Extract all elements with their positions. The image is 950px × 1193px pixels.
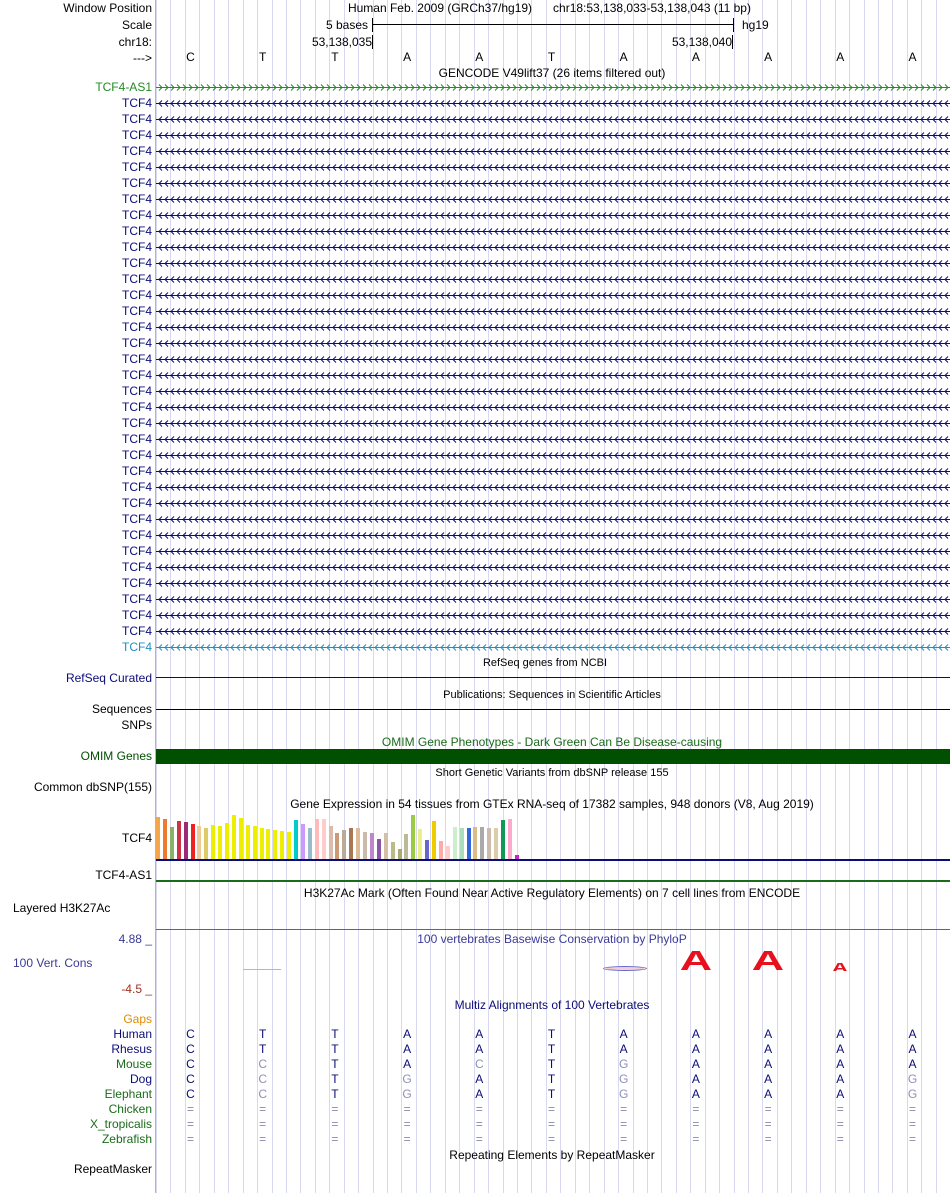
h3k27ac-title: H3K27Ac Mark (Often Found Near Active Regulatory Elements) on 7 cell lines from ENCODE — [303, 886, 801, 900]
gtex-tissue-bar[interactable] — [446, 846, 450, 859]
gencode-gene-label[interactable]: TCF4 — [122, 352, 152, 366]
alignment-base: = — [403, 1117, 411, 1131]
alignment-base: A — [764, 1072, 773, 1086]
gene-row-tcf4[interactable] — [156, 579, 950, 588]
coord-left: 53,138,035 — [311, 35, 372, 49]
position-text: chr18:53,138,033-53,138,043 (11 bp) — [553, 1, 751, 15]
species-label[interactable]: Mouse — [115, 1057, 152, 1071]
alignment-base: = — [331, 1132, 339, 1146]
omim-label[interactable]: OMIM Genes — [80, 749, 152, 763]
gene-row-tcf4[interactable] — [156, 179, 950, 188]
alignment-base: = — [620, 1132, 628, 1146]
scale-text: 5 bases — [325, 18, 368, 32]
gencode-gene-label[interactable]: TCF4 — [122, 224, 152, 238]
conservation-title: 100 vertebrates Basewise Conservation by PhyloP — [417, 932, 687, 946]
alignment-base: C — [186, 1042, 195, 1056]
alignment-base: A — [403, 1057, 412, 1071]
alignment-base: A — [691, 1027, 700, 1041]
gencode-gene-label[interactable]: TCF4 — [122, 384, 152, 398]
gencode-gene-label[interactable]: TCF4 — [122, 592, 152, 606]
ruler-base: A — [836, 50, 845, 64]
gencode-title: GENCODE V49lift37 (26 items filtered out) — [438, 66, 666, 80]
alignment-base: T — [259, 1027, 267, 1041]
alignment-base: A — [691, 1087, 700, 1101]
gencode-gene-label[interactable]: TCF4 — [122, 480, 152, 494]
alignment-base: = — [475, 1132, 483, 1146]
alignment-base: = — [836, 1117, 844, 1131]
alignment-base: C — [186, 1027, 195, 1041]
ruler-base: A — [403, 50, 412, 64]
gencode-gene-label[interactable]: TCF4 — [122, 608, 152, 622]
conservation-min-label: -4.5 _ — [121, 982, 152, 996]
gencode-gene-label[interactable]: TCF4 — [122, 304, 152, 318]
db-label: hg19 — [742, 18, 769, 32]
scale-bar-right-tick — [733, 18, 734, 32]
gtex-tissue-bar[interactable] — [322, 819, 326, 859]
alignment-base: = — [620, 1102, 628, 1116]
alignment-base: A — [764, 1057, 773, 1071]
gene-row-tcf4[interactable] — [156, 291, 950, 300]
conservation-small-mark — [603, 966, 647, 971]
gene-row-tcf4[interactable] — [156, 387, 950, 396]
gencode-gene-label[interactable]: TCF4 — [122, 112, 152, 126]
gtex-tissue-bar[interactable] — [280, 831, 284, 859]
gtex-tissue-bar[interactable] — [197, 826, 201, 859]
alignment-base: A — [908, 1042, 917, 1056]
alignment-base: G — [402, 1087, 412, 1101]
gtex-tissue-bar[interactable] — [398, 849, 402, 859]
alignment-base: T — [547, 1027, 556, 1041]
alignment-base: C — [186, 1072, 195, 1086]
gene-row-tcf4[interactable] — [156, 499, 950, 508]
gene-row-tcf4[interactable] — [156, 275, 950, 284]
species-label[interactable]: Chicken — [108, 1102, 152, 1116]
alignment-base: = — [547, 1132, 555, 1146]
species-label[interactable]: Human — [113, 1027, 152, 1041]
conservation-logo-letter: A — [751, 951, 785, 971]
ruler-base: C — [186, 50, 195, 64]
alignment-base: A — [691, 1072, 700, 1086]
snps-label[interactable]: SNPs — [121, 718, 152, 732]
gtex-tissue-bar[interactable] — [294, 820, 298, 859]
gaps-label: Gaps — [123, 1012, 152, 1026]
gtex-tissue-bar[interactable] — [218, 826, 222, 859]
gencode-gene-label[interactable]: TCF4 — [122, 400, 152, 414]
alignment-base: T — [547, 1057, 556, 1071]
gtex-tissue-bar[interactable] — [315, 819, 319, 859]
alignment-base: = — [908, 1117, 916, 1131]
gtex-tissue-bar[interactable] — [301, 824, 305, 859]
gtex-tissue-bar[interactable] — [432, 821, 436, 859]
alignment-base: A — [691, 1042, 700, 1056]
gtex-tissue-bar[interactable] — [404, 834, 408, 859]
ruler-base: T — [259, 50, 267, 64]
chrom-label: chr18: — [118, 35, 152, 49]
gtex-tissue-bar[interactable] — [487, 828, 491, 859]
gene-row-tcf4[interactable] — [156, 339, 950, 348]
refseq-label[interactable]: RefSeq Curated — [65, 671, 152, 685]
gencode-gene-label[interactable]: TCF4 — [122, 528, 152, 542]
alignment-base: A — [475, 1087, 484, 1101]
alignment-base: G — [619, 1057, 629, 1071]
alignment-base: A — [764, 1087, 773, 1101]
alignment-base: A — [619, 1027, 628, 1041]
alignment-base: T — [547, 1087, 556, 1101]
gene-row-tcf4[interactable] — [156, 531, 950, 540]
alignment-base: G — [907, 1087, 918, 1101]
alignment-base: C — [186, 1057, 195, 1071]
coord-right-tick — [732, 35, 733, 49]
gtex-tissue-bar[interactable] — [329, 826, 333, 859]
ruler-base: T — [331, 50, 339, 64]
alignment-base: G — [402, 1072, 412, 1086]
alignment-base: T — [331, 1057, 339, 1071]
repeatmasker-title: Repeating Elements by RepeatMasker — [449, 1148, 655, 1162]
alignment-base: A — [836, 1027, 845, 1041]
gencode-gene-label[interactable]: TCF4 — [122, 192, 152, 206]
gene-row-antisense[interactable] — [156, 83, 950, 92]
ruler-base: A — [619, 50, 628, 64]
alignment-base: = — [403, 1132, 411, 1146]
alignment-base: A — [475, 1027, 484, 1041]
gene-row-tcf4[interactable] — [156, 163, 950, 172]
alignment-base: A — [691, 1057, 700, 1071]
gene-row-tcf4[interactable] — [156, 547, 950, 556]
alignment-base: = — [692, 1132, 700, 1146]
omim-title: OMIM Gene Phenotypes - Dark Green Can Be Disease-causing — [381, 735, 723, 749]
ruler-base: A — [475, 50, 484, 64]
alignment-base: = — [692, 1102, 700, 1116]
gene-row-tcf4[interactable] — [156, 467, 950, 476]
gtex-tissue-bar[interactable] — [204, 828, 208, 859]
gtex-tissue-bar[interactable] — [177, 821, 181, 859]
alignment-base: T — [547, 1042, 556, 1056]
gencode-gene-label[interactable]: TCF4 — [122, 288, 152, 302]
alignment-base: = — [547, 1102, 555, 1116]
gencode-gene-label[interactable]: TCF4 — [122, 160, 152, 174]
gtex-tcf4-line[interactable] — [156, 859, 950, 861]
gencode-gene-label[interactable]: TCF4 — [122, 544, 152, 558]
gencode-gene-label[interactable]: TCF4 — [122, 576, 152, 590]
gtex-tissue-bar[interactable] — [253, 826, 257, 859]
gene-row-tcf4[interactable] — [156, 483, 950, 492]
gene-row-tcf4[interactable] — [156, 451, 950, 460]
gtex-tissue-bar[interactable] — [453, 827, 457, 859]
conservation-max-label: 4.88 _ — [118, 932, 152, 946]
gencode-gene-label[interactable]: TCF4 — [122, 128, 152, 142]
coord-right: 53,138,040 — [671, 35, 732, 49]
alignment-base: = — [692, 1117, 700, 1131]
gtex-tissue-bar[interactable] — [266, 829, 270, 859]
gencode-gene-label[interactable]: TCF4 — [122, 336, 152, 350]
gtex-tissue-bar[interactable] — [384, 833, 388, 859]
alignment-base: = — [403, 1102, 411, 1116]
alignment-base: = — [259, 1102, 267, 1116]
alignment-base: = — [331, 1102, 339, 1116]
alignment-base: = — [764, 1117, 772, 1131]
gtex-antisense-line[interactable] — [156, 880, 950, 882]
gencode-gene-label[interactable]: TCF4 — [122, 96, 152, 110]
alignment-base: T — [331, 1087, 339, 1101]
alignment-base: = — [475, 1102, 483, 1116]
gtex-tissue-bar[interactable] — [349, 828, 353, 859]
gene-row-tcf4[interactable] — [156, 259, 950, 268]
gencode-gene-label[interactable]: TCF4 — [122, 256, 152, 270]
ruler-base: T — [547, 50, 556, 64]
gtex-tissue-bar[interactable] — [273, 830, 277, 859]
alignment-base: = — [764, 1102, 772, 1116]
window-position-label: Window Position — [63, 1, 152, 15]
gtex-tissue-bar[interactable] — [370, 833, 374, 859]
alignment-base: = — [186, 1132, 194, 1146]
gencode-gene-label[interactable]: TCF4 — [122, 144, 152, 158]
alignment-base: = — [186, 1102, 194, 1116]
gtex-tissue-bar[interactable] — [363, 832, 367, 859]
gtex-tissue-bar[interactable] — [342, 830, 346, 859]
alignment-base: A — [836, 1087, 845, 1101]
gencode-gene-label[interactable]: TCF4 — [122, 512, 152, 526]
alignment-base: A — [475, 1072, 484, 1086]
species-label[interactable]: Elephant — [104, 1087, 152, 1101]
alignment-base: A — [403, 1027, 412, 1041]
alignment-base: C — [258, 1057, 268, 1071]
species-label[interactable]: X_tropicalis — [89, 1117, 152, 1131]
gencode-gene-label[interactable]: TCF4 — [122, 496, 152, 510]
assembly-title: Human Feb. 2009 (GRCh37/hg19) — [347, 1, 533, 15]
gencode-gene-label[interactable]: TCF4 — [122, 240, 152, 254]
alignment-base: = — [259, 1117, 267, 1131]
gene-row-tcf4[interactable] — [156, 227, 950, 236]
gtex-tissue-bar[interactable] — [425, 840, 429, 859]
coord-left-tick — [372, 35, 373, 49]
gtex-tissue-bar[interactable] — [308, 828, 312, 859]
gencode-gene-label[interactable]: TCF4 — [122, 416, 152, 430]
dbsnp-label[interactable]: Common dbSNP(155) — [33, 780, 152, 794]
gtex-tissue-bar[interactable] — [439, 841, 443, 859]
alignment-base: A — [836, 1072, 845, 1086]
publications-title: Publications: Sequences in Scientific Articles — [443, 689, 661, 701]
gtex-tissue-bar[interactable] — [501, 820, 505, 859]
gtex-tissue-bar[interactable] — [225, 823, 229, 859]
gencode-gene-label[interactable]: TCF4 — [122, 624, 152, 638]
alignment-base: C — [258, 1087, 268, 1101]
gene-row-tcf4[interactable] — [156, 643, 950, 652]
alignment-base: C — [258, 1072, 268, 1086]
conservation-low-mark — [243, 969, 281, 970]
alignment-base: A — [475, 1042, 484, 1056]
alignment-base: A — [764, 1042, 773, 1056]
alignment-base: = — [620, 1117, 628, 1131]
alignment-base: A — [619, 1042, 628, 1056]
alignment-base: = — [475, 1117, 483, 1131]
alignment-base: G — [619, 1087, 629, 1101]
gencode-gene-label[interactable]: TCF4 — [122, 464, 152, 478]
alignment-base: C — [474, 1057, 484, 1071]
conservation-label[interactable]: 100 Vert. Cons — [13, 956, 93, 970]
track-area[interactable] — [156, 0, 950, 1193]
gene-row-tcf4[interactable] — [156, 323, 950, 332]
gencode-gene-label[interactable]: TCF4 — [122, 432, 152, 446]
alignment-base: = — [547, 1117, 555, 1131]
alignment-base: A — [908, 1057, 917, 1071]
gene-row-tcf4[interactable] — [156, 563, 950, 572]
strand-arrow-label: ---> — [133, 51, 152, 65]
h3k27ac-baseline[interactable] — [156, 929, 950, 930]
gtex-antisense-label[interactable]: TCF4-AS1 — [95, 868, 152, 882]
sequences-label[interactable]: Sequences — [91, 702, 152, 716]
alignment-base: = — [908, 1102, 916, 1116]
track-label-column — [0, 0, 155, 1193]
gtex-tissue-bar[interactable] — [184, 822, 188, 859]
gtex-tissue-bar[interactable] — [246, 825, 250, 859]
gtex-tissue-bar[interactable] — [418, 829, 422, 859]
ruler-base: A — [691, 50, 700, 64]
gtex-tissue-bar[interactable] — [411, 815, 415, 859]
alignment-base: A — [403, 1042, 412, 1056]
alignment-base: A — [836, 1057, 845, 1071]
ruler-base: A — [908, 50, 917, 64]
multiz-title: Multiz Alignments of 100 Vertebrates — [454, 998, 650, 1012]
alignment-base: T — [259, 1042, 267, 1056]
species-label[interactable]: Dog — [129, 1072, 152, 1086]
gtex-tissue-bar[interactable] — [287, 832, 291, 859]
gtex-tissue-bar[interactable] — [377, 839, 381, 859]
gene-row-tcf4[interactable] — [156, 515, 950, 524]
gene-row-tcf4[interactable] — [156, 99, 950, 108]
alignment-base: C — [186, 1087, 195, 1101]
gencode-gene-label[interactable]: TCF4 — [122, 272, 152, 286]
ruler-base: A — [764, 50, 773, 64]
gene-row-tcf4[interactable] — [156, 115, 950, 124]
alignment-base: T — [331, 1027, 339, 1041]
gtex-tcf4-label[interactable]: TCF4 — [122, 831, 152, 845]
gene-row-tcf4[interactable] — [156, 211, 950, 220]
gtex-tissue-bar[interactable] — [494, 828, 498, 859]
alignment-base: T — [547, 1072, 556, 1086]
alignment-base: G — [907, 1072, 918, 1086]
gencode-gene-label[interactable]: TCF4 — [122, 208, 152, 222]
alignment-base: = — [836, 1132, 844, 1146]
gtex-tissue-bar[interactable] — [170, 827, 174, 859]
repeatmasker-label[interactable]: RepeatMasker — [73, 1162, 152, 1176]
gencode-gene-label[interactable]: TCF4 — [122, 448, 152, 462]
gtex-tissue-bar[interactable] — [508, 819, 512, 859]
h3k27ac-label[interactable]: Layered H3K27Ac — [13, 901, 111, 915]
scale-bar — [372, 24, 733, 25]
scale-bar-left-tick — [372, 18, 373, 32]
gencode-gene-label[interactable]: TCF4 — [122, 368, 152, 382]
gene-row-tcf4[interactable] — [156, 131, 950, 140]
alignment-base: A — [836, 1042, 845, 1056]
gtex-tissue-bar[interactable] — [191, 824, 195, 859]
gene-row-tcf4[interactable] — [156, 419, 950, 428]
gtex-tissue-bar[interactable] — [467, 828, 471, 859]
gtex-tissue-bar[interactable] — [391, 842, 395, 859]
gtex-bar-chart[interactable] — [156, 813, 556, 859]
gene-row-tcf4[interactable] — [156, 355, 950, 364]
conservation-logo-letter: A — [679, 951, 713, 971]
gtex-tissue-bar[interactable] — [473, 827, 477, 859]
alignment-base: A — [908, 1027, 917, 1041]
alignment-base: = — [259, 1132, 267, 1146]
gtex-tissue-bar[interactable] — [460, 828, 464, 859]
alignment-base: A — [764, 1027, 773, 1041]
gene-row-tcf4[interactable] — [156, 403, 950, 412]
species-label[interactable]: Zebrafish — [101, 1132, 152, 1146]
gene-row-tcf4[interactable] — [156, 595, 950, 604]
gene-row-tcf4[interactable] — [156, 435, 950, 444]
dbsnp-title: Short Genetic Variants from dbSNP release 155 — [435, 767, 669, 779]
refseq-gene-line[interactable] — [156, 677, 950, 678]
gencode-gene-label[interactable]: TCF4 — [122, 320, 152, 334]
gene-row-tcf4[interactable] — [156, 627, 950, 636]
gtex-tissue-bar[interactable] — [480, 827, 484, 859]
refseq-title: RefSeq genes from NCBI — [482, 657, 608, 669]
alignment-base: T — [331, 1042, 339, 1056]
gtex-tissue-bar[interactable] — [356, 828, 360, 859]
gtex-tissue-bar[interactable] — [232, 815, 236, 859]
gene-row-tcf4[interactable] — [156, 371, 950, 380]
gene-row-tcf4[interactable] — [156, 611, 950, 620]
alignment-base: G — [619, 1072, 629, 1086]
gencode-antisense-label[interactable]: TCF4-AS1 — [95, 80, 152, 94]
gtex-title: Gene Expression in 54 tissues from GTEx RNA-seq of 17382 samples, 948 donors (V8, Aug 2019) — [290, 797, 814, 811]
gtex-tissue-bar[interactable] — [211, 825, 215, 859]
gtex-tissue-bar[interactable] — [239, 818, 243, 859]
alignment-base: T — [331, 1072, 339, 1086]
alignment-base: = — [836, 1102, 844, 1116]
alignment-base: = — [908, 1132, 916, 1146]
species-label[interactable]: Rhesus — [111, 1042, 152, 1056]
gencode-gene-label[interactable]: TCF4 — [122, 640, 152, 654]
conservation-logo-letter: A — [832, 963, 849, 971]
gtex-tissue-bar[interactable] — [260, 828, 264, 859]
gtex-tissue-bar[interactable] — [335, 833, 339, 859]
gtex-tissue-bar[interactable] — [156, 817, 160, 859]
alignment-base: = — [764, 1132, 772, 1146]
alignment-base: = — [186, 1117, 194, 1131]
gene-row-tcf4[interactable] — [156, 195, 950, 204]
gencode-gene-label[interactable]: TCF4 — [122, 176, 152, 190]
publications-line[interactable] — [156, 709, 950, 710]
gencode-gene-label[interactable]: TCF4 — [122, 560, 152, 574]
gene-row-tcf4[interactable] — [156, 243, 950, 252]
omim-feature[interactable] — [156, 749, 950, 764]
gene-row-tcf4[interactable] — [156, 147, 950, 156]
scale-label: Scale — [121, 18, 152, 32]
gene-row-tcf4[interactable] — [156, 307, 950, 316]
gtex-tissue-bar[interactable] — [163, 819, 167, 859]
alignment-base: = — [331, 1117, 339, 1131]
